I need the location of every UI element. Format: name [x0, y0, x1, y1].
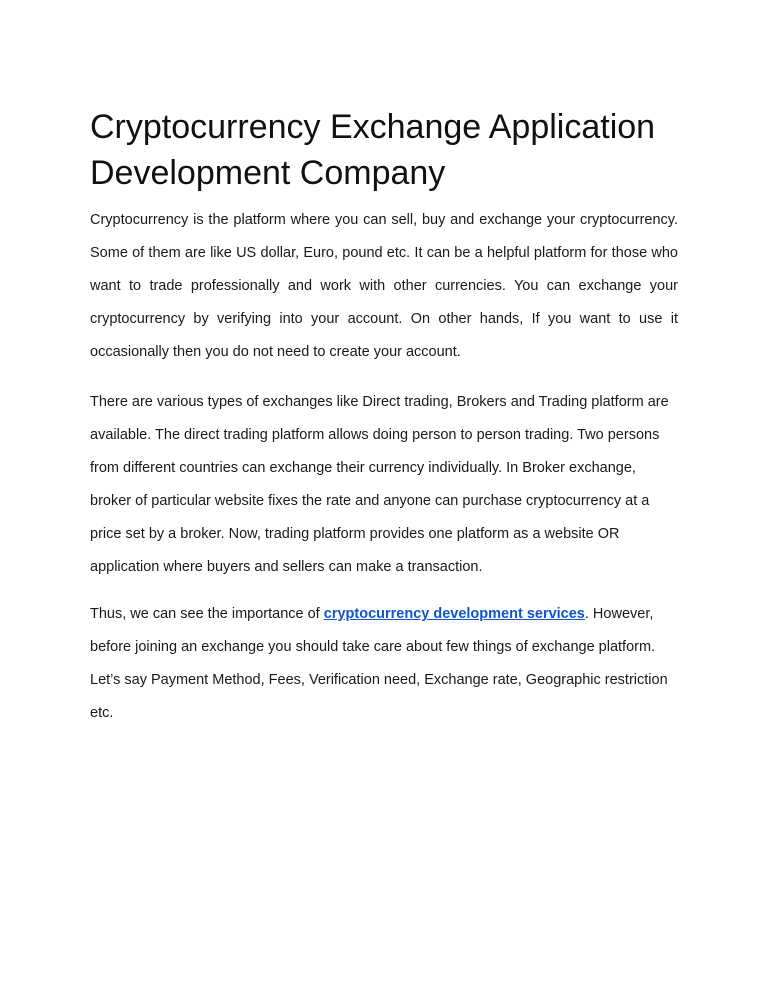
paragraph-conclusion — [90, 598, 678, 730]
cryptocurrency-development-services-link[interactable]: cryptocurrency development services — [323, 606, 585, 622]
paragraph-conclusion-tail: . However, before joining an exchange you should take care about few things of exchange platform. Let’s say Payment Method, Fees, Verification need, Exchange rate, Geographic restriction etc. — [90, 606, 668, 721]
paragraph-exchange-types: There are various types of exchanges like Direct trading, Brokers and Trading platform are available. The direct trading platform allows doing person to person trading. Two persons from different countries can exchange their currency individually. In Broker exchange, broker of particular website fixes the rate and anyone can purchase cryptocurrency at a price set by a broker. Now, trading platform provides one platform as a website OR application where buyers and sellers can make a transaction. — [90, 394, 669, 575]
paragraph-conclusion-lead: Thus, we can see the importance of — [90, 606, 324, 622]
paragraph-intro: Cryptocurrency is the platform where you can sell, buy and exchange your cryptocurrency. Some of them are like US dollar, Euro, pound etc. It can be a helpful platform for those who want to trade professionally and work with other currencies. You can exchange your cryptocurrency by verifying into your account. On other hands, If you want to use it occasionally then you do not need to create your account. — [90, 212, 678, 360]
document-title: Cryptocurrency Exchange Application Development Company — [90, 108, 656, 192]
